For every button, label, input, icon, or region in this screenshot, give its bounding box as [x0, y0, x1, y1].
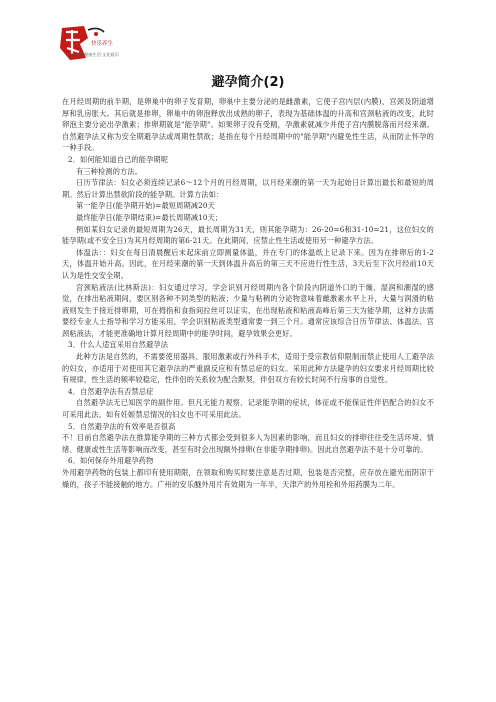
- section-heading: 5．自然避孕法的有效率是否很高: [68, 421, 176, 431]
- paragraph: 此种方法是自然的，不需要使用器具、服用激素或行外科手术，适用于受宗教信仰限制而禁止使用人工避孕法的妇女，亦适用于对使用其它避孕法的严重副反应和有禁忌症的妇女。采用此种方法避孕的妇女要求月经周期比较有规律，性生活的频率较稳定，性伴侣的关系较为配合默契，伴侣双方有较长时间不行房事的自觉性。: [62, 352, 434, 385]
- section-heading: 2．如何能知道自己的能孕期呢: [68, 154, 169, 164]
- section-heading: 6．如何保存外用避孕药物: [68, 456, 154, 466]
- paragraph: 在月经周期的前半期，是卵巢中的卵子发育期，卵巢中主要分泌的是雌激素，它使子宫内层(内膜)，宫颈及阴道增厚和乳房胀大。其后就是排卵，卵巢中的卵泡释放出成熟的卵子，表现为基础体温的升高和宫颈粘液的改变，此时卵泡主要分泌出孕激素；排卵期就是"能孕期"。如果卵子没有受精，孕激素就减少并使子宫内膜脱落而月经来潮。自然避孕法又称为安全期避孕法或周期性禁欲；是指在每个月经周期中的"能孕期"内避免性生活，从而防止怀孕的一种手段。: [62, 97, 434, 153]
- paragraph: 外用避孕药物的包装上都印有使用期限，在领取和购买时要注意是否过期，包装是否完整，应存放在避光而阴凉干燥的，孩子不能接触的地方。广州的安乐醚外用片有效期为一年半，天津产的外用栓和外用药膜为二年。: [62, 468, 434, 489]
- document-body: [62, 96, 434, 490]
- paragraph: 不！目前自然避孕法在推算能孕期的三种方式都会受到很多人为因素的影响，而且妇女的排卵往往受生活环境、情绪、健康或性生活等影响而改变，甚至有时会出现额外排卵(在非能孕期排卵)。因此自然避孕法不是十分可靠的。: [62, 433, 434, 454]
- paragraph: 最终能孕日(能孕期结束)=最长周期减10天；: [76, 212, 223, 222]
- paragraph: 有三种检测的方法。: [76, 166, 143, 176]
- logo-tagline: 养生保健·健康生活·文化娱乐: [66, 52, 119, 57]
- paragraph: 例如某妇女记录的最短周期为26天，最长周期为31天，则其能孕期为：26-20=6和31-10=21，这位妇女的能孕期(或不安全日)为其月经周期的第6-21天。在此期间，应禁止性生活或使用另一种避孕方法。: [62, 224, 434, 246]
- logo-brand-text: 快乐养生: [91, 41, 114, 47]
- paragraph: 第一能孕日(能孕期开始)=最短周期减20天: [76, 201, 215, 211]
- paragraph: 体温法：：妇女在每日清晨醒后未起床前立即测量体温，并在专门的体温纸上记录下来。因为在排卵后的1-2天，体温开始升高。因此，在月经来潮的第一天到体温升高后的第三天不应进行性生活，3天后至下次月经前10天认为是性交安全期。: [62, 247, 434, 280]
- paragraph: 日历节律法：妇女必须连续记录6～12个月的月经周期，以月经来潮的第一天为起始日计算出最长和最短的周期。然后计算出禁欲阶段的能孕期。计算方法如：: [62, 178, 434, 199]
- document-title: 避孕简介(2): [211, 75, 285, 90]
- paragraph: 自然避孕法无已知医学的副作用。但凡无能力观察、记录能孕期的症状，体征或不能保证性伴侣配合的妇女不可采用此法。如有妊娠禁忌情况的妇女也不可采用此法。: [62, 398, 434, 420]
- paragraph: 宫颈粘液法(比林斯法)：妇女通过学习，学会识别月经周期内各个阶段内阴道外口的干燥、湿润和潮湿的感觉，在排出粘液期间，要区别各种不同类型的粘液；少量与粘稠的分泌物意味着雌激素水平上升，大量与润滑的粘液则发生于接近排卵期，可在拇指和食指间拉丝可以证实，在出现粘液和粘液高峰后第三天为能孕期，这种方法需要经专业人士指导和学习方能采用，学会识别粘液类型通常要一到三个月。通常应该综合日历节律法、体温法、宫颈粘液法，才能更准确地计算月经周期中的能孕时间，避孕效果会更好。: [62, 282, 434, 338]
- section-heading: 4．自然避孕法有否禁忌症: [68, 386, 154, 396]
- section-heading: 3．什么人适宜采用自然避孕法: [68, 340, 169, 350]
